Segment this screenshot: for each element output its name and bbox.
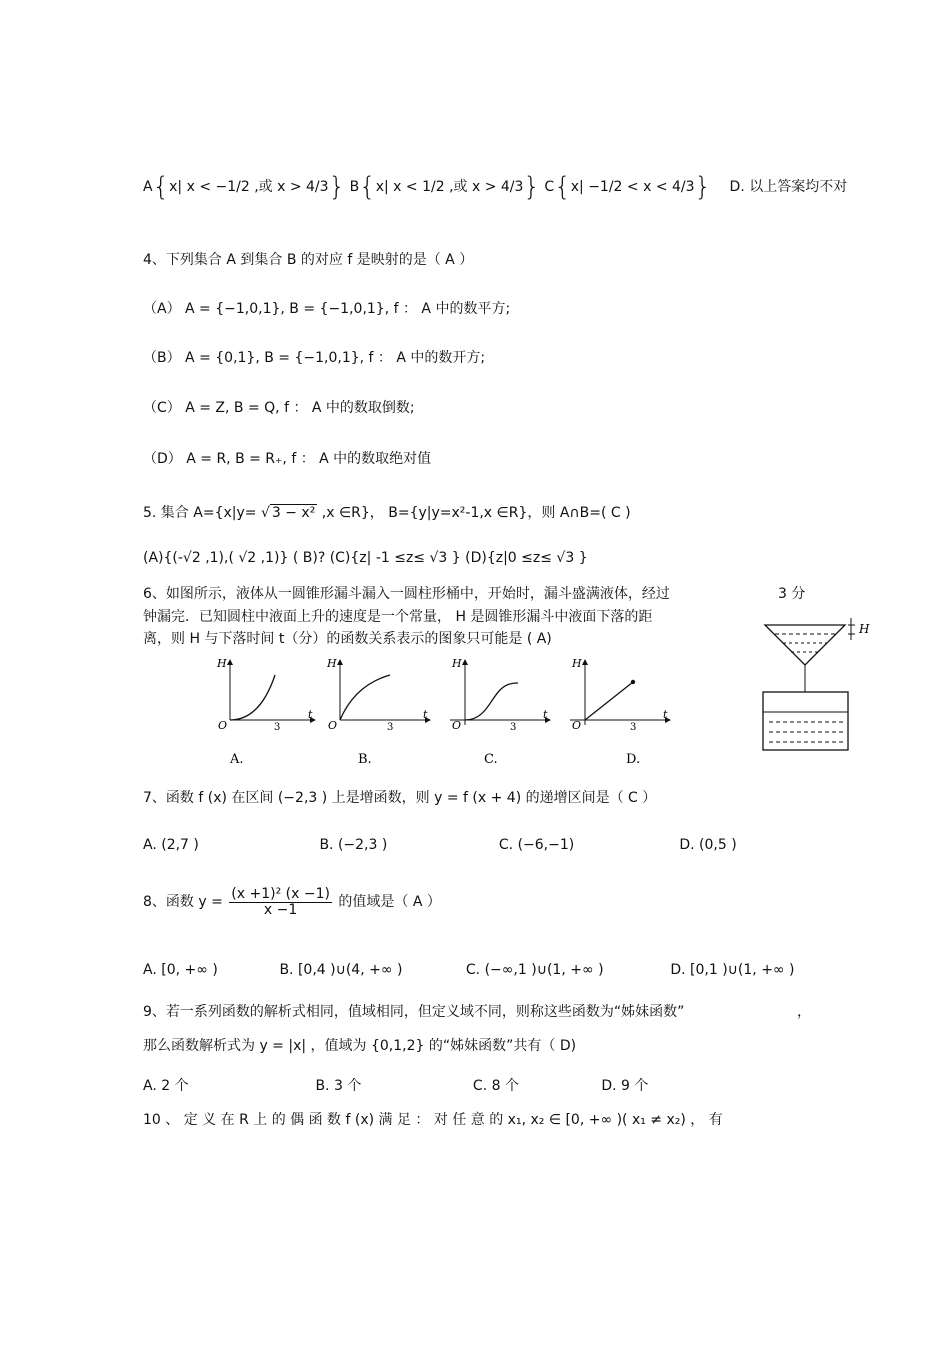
q6-graphs: [200, 655, 690, 770]
q9-option-b: B. 3 个: [315, 1078, 362, 1094]
q9-option-a: A. 2 个: [143, 1078, 189, 1094]
q5-sqrt: 3 − x²: [271, 505, 316, 521]
graph-c-axis-t: t: [543, 708, 548, 721]
graph-b-label: B.: [358, 752, 372, 767]
q9-line2: 那么函数解析式为 y = |x| ，值域为 {0,1,2} 的“姊妹函数”共有（ D): [143, 1038, 577, 1054]
funnel-cylinder-figure: [755, 610, 885, 755]
q6-line3: 离，则 H 与下落时间 t（分）的函数关系表示的图象只可能是 ( A): [143, 631, 552, 647]
q8-numerator: (x +1)² (x −1): [231, 886, 330, 902]
q3-option-d: D. 以上答案均不对: [729, 179, 848, 195]
q4-stem: 4、下列集合 A 到集合 B 的对应 f 是映射的是（ A ）: [143, 252, 474, 268]
q3-option-a: A: [143, 179, 153, 195]
graph-a-origin: O: [218, 719, 228, 732]
graph-d-origin: O: [572, 719, 582, 732]
q3-options: A{x| x < −1/2 ,或 x > 4/3} B{x| x < 1/2 ,或 x > 4/3} C{x| −1/2 < x < 4/3} D. 以上答案均不对: [143, 172, 848, 202]
q9-option-d: D. 9 个: [601, 1078, 649, 1094]
q8-option-b: B. [0,4 )∪(4, +∞ ): [279, 962, 403, 978]
q9-line1-end: ，: [797, 1004, 811, 1020]
q9-line1: 9、若一系列函数的解析式相同，值域相同，但定义域不同，则称这些函数为“姊妹函数”: [143, 1004, 685, 1020]
q3-set-b: x| x < 1/2 ,或 x > 4/3: [375, 179, 524, 195]
graph-b-tick-3: 3: [387, 722, 394, 733]
q6-minutes: 3 分: [778, 586, 806, 602]
q7-options: [143, 837, 737, 853]
graph-c-origin: O: [452, 719, 462, 732]
q3-option-b: B: [349, 179, 360, 195]
q8-fraction: [229, 887, 332, 917]
q8-denominator: x −1: [263, 901, 298, 918]
graph-d-label: D.: [626, 752, 641, 767]
graph-c-label: C.: [484, 752, 498, 767]
q8-stem: [143, 887, 441, 917]
graph-a-label: A.: [230, 752, 244, 767]
q4-option-b: （B） A = {0,1}, B = {−1,0,1}, f ： A 中的数开方;: [143, 350, 486, 366]
q9-option-c: C. 8 个: [472, 1078, 519, 1094]
q8-options: [143, 962, 795, 978]
q5-stem-part2: ,x ∈R}， B={y|y=x²-1,x ∈R}，则 A∩B=( C ): [321, 505, 631, 521]
graph-c-axis-h: H: [452, 657, 462, 670]
graph-d-axis-h: H: [572, 657, 582, 670]
graph-a-axis-h: H: [217, 657, 227, 670]
q7-option-c: C. (−6,−1): [498, 837, 575, 853]
q9-options: [143, 1075, 648, 1095]
graph-c-tick-3: 3: [510, 722, 517, 733]
fig-h-label: H: [859, 622, 870, 636]
graph-d-axis-t: t: [663, 708, 668, 721]
graph-d-tick-3: 3: [630, 722, 637, 733]
q4-option-a: （A） A = {−1,0,1}, B = {−1,0,1}, f ： A 中的数平方;: [143, 301, 511, 317]
q7-option-d: D. (0,5 ): [679, 837, 737, 853]
q5-stem: 5. 集合 A={x|y= √ 3 − x² ,x ∈R}， B={y|y=x²-1,x ∈R}，则 A∩B=( C ): [143, 505, 631, 521]
q4-option-c: （C） A = Z, B = Q, f ： A 中的数取倒数;: [143, 400, 415, 416]
graph-a-axis-t: t: [308, 708, 313, 721]
graph-d: [570, 657, 670, 767]
graph-a: [216, 657, 315, 767]
q8-option-a: A. [0, +∞ ): [143, 962, 218, 978]
graph-a-tick-3: 3: [274, 722, 281, 733]
q4-option-d: （D） A = R, B = R₊, f ： A 中的数取绝对值: [143, 451, 432, 467]
q8-stem-post: 的值域是（ A ）: [338, 894, 441, 911]
q8-option-c: C. (−∞,1 )∪(1, +∞ ): [465, 962, 604, 978]
q3-set-c: x| −1/2 < x < 4/3: [570, 179, 695, 195]
q3-option-c: C: [544, 179, 555, 195]
q8-stem-pre: 8、函数 y =: [143, 894, 223, 911]
graph-b-axis-t: t: [423, 708, 428, 721]
q8-option-d: D. [0,1 )∪(1, +∞ ): [670, 962, 795, 978]
graph-b-origin: O: [328, 719, 338, 732]
graph-b-axis-h: H: [327, 657, 337, 670]
q6-line2: 钟漏完．已知圆柱中液面上升的速度是一个常量， H 是圆锥形漏斗中液面下落的距: [143, 609, 653, 625]
q10-line1: 10 、 定 义 在 R 上 的 偶 函 数 f (x) 满 足 ： 对 任 意 的 x₁, x₂ ∈ [0, +∞ )( x₁ ≠ x₂) ， 有: [143, 1112, 723, 1128]
graph-c: [450, 657, 550, 767]
q6-line1: 6、如图所示，液体从一圆锥形漏斗漏入一圆柱形桶中，开始时，漏斗盛满液体，经过: [143, 586, 670, 602]
q7-option-a: A. (2,7 ): [143, 837, 199, 853]
q5-stem-part1: 5. 集合 A={x|y=: [143, 505, 257, 521]
q5-options: (A){(-√2 ,1),( √2 ,1)} ( B)? (C){z| -1 ≤z≤ √3 } (D){z|0 ≤z≤ √3 }: [143, 550, 588, 566]
graph-b: [326, 657, 430, 767]
q3-set-a: x| x < −1/2 ,或 x > 4/3: [169, 179, 329, 195]
q7-stem: 7、函数 f (x) 在区间 (−2,3 ) 上是增函数，则 y = f (x + 4) 的递增区间是（ C ）: [143, 790, 657, 806]
q7-option-b: B. (−2,3 ): [319, 837, 388, 853]
